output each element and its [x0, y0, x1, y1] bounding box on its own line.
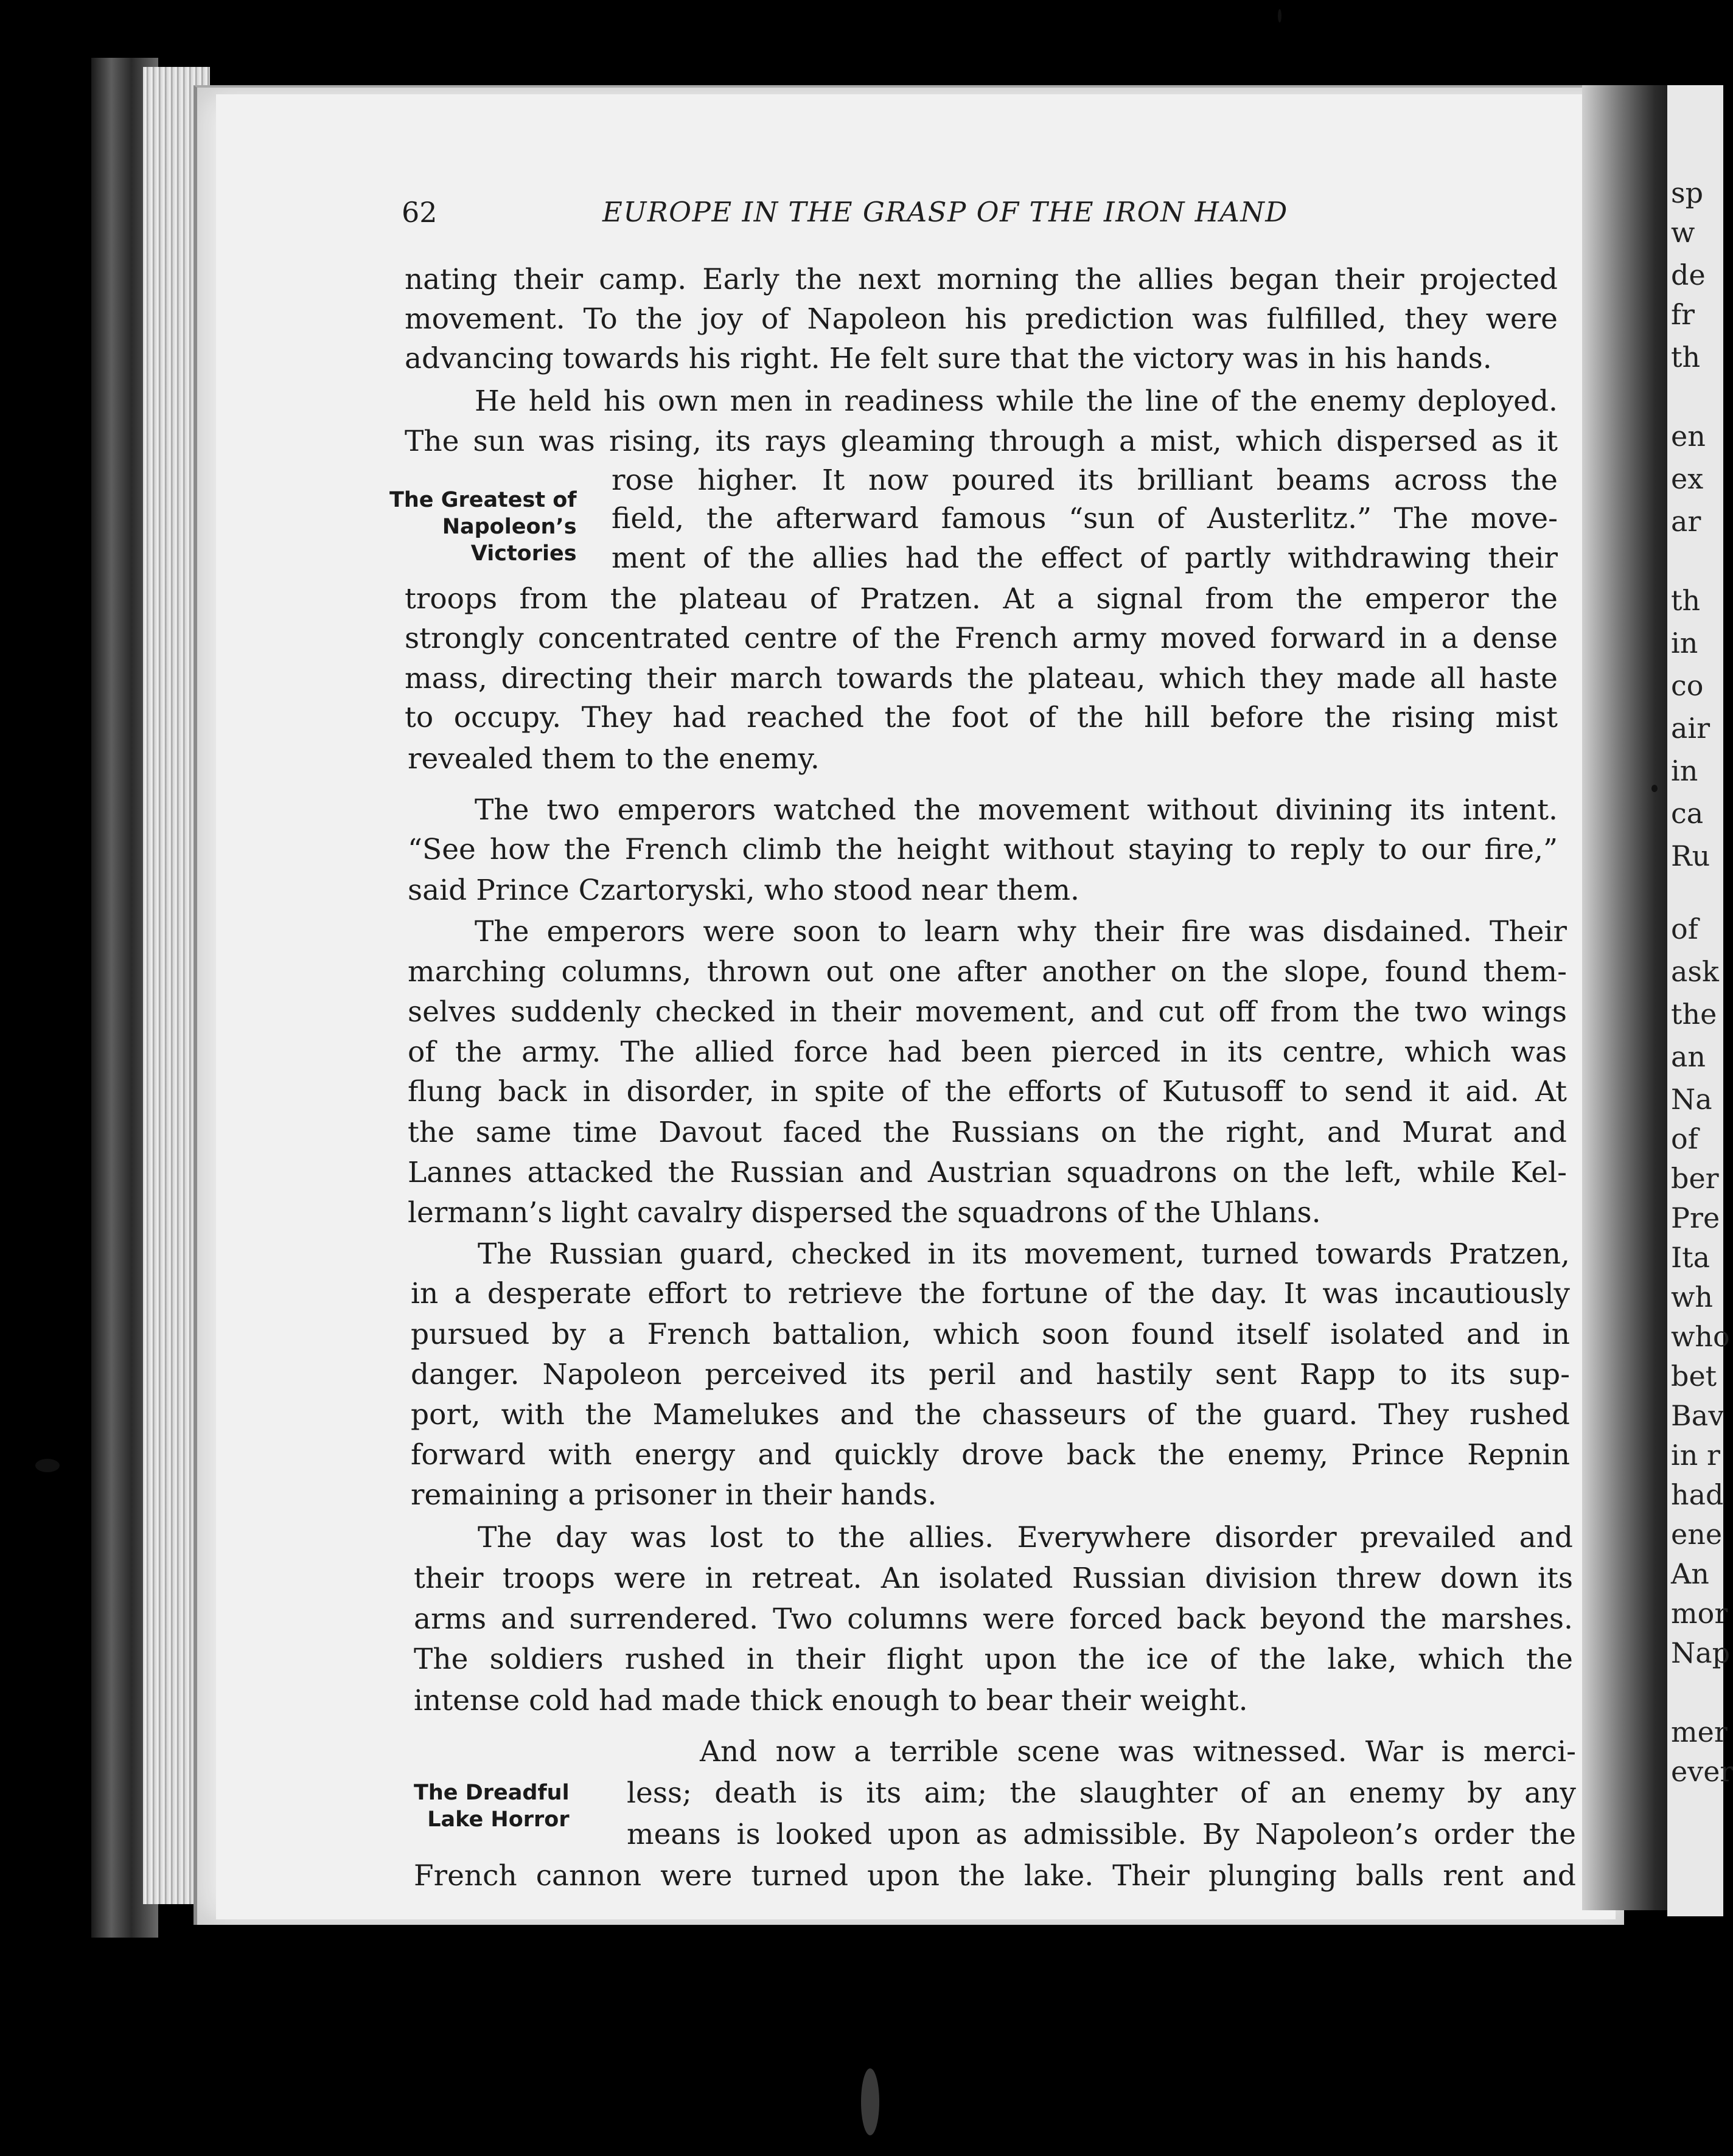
next-page-text-fragment: de	[1671, 259, 1706, 291]
scan-speck	[35, 1459, 60, 1472]
margin-note-line: The Dreadful	[414, 1781, 570, 1805]
text-line: The emperors were soon to learn why their fire was disdained. Their	[475, 915, 1567, 948]
text-line: less; death is its aim; the slaughter of an enemy by any	[627, 1776, 1576, 1810]
next-page-text-fragment: ar	[1671, 505, 1701, 538]
next-page-text-fragment: who	[1671, 1320, 1730, 1353]
margin-note-line: Napoleon’s	[442, 515, 577, 539]
text-line: The Russian guard, checked in its movement, turned towards Pratzen,	[478, 1237, 1570, 1271]
text-line: intense cold had made thick enough to bear their weight.	[414, 1684, 1248, 1717]
text-line: “See how the French climb the height without staying to reply to our fire,”	[408, 833, 1558, 866]
next-page-text-fragment: ever	[1671, 1755, 1733, 1788]
scan-speck	[1278, 9, 1281, 23]
text-line: the same time Davout faced the Russians on the right, and Murat and	[408, 1116, 1567, 1149]
next-page-text-fragment: of	[1671, 1122, 1698, 1155]
text-line: mass, directing their march towards the plateau, which they made all haste	[405, 662, 1558, 695]
text-line: danger. Napoleon perceived its peril and hastily sent Rapp to its sup-	[411, 1358, 1570, 1391]
text-line: means is looked upon as admissible. By Napoleon’s order the	[627, 1818, 1576, 1851]
next-page-text-fragment: an	[1671, 1040, 1706, 1073]
text-line: The soldiers rushed in their flight upon the ice of the lake, which the	[414, 1643, 1573, 1676]
text-line: flung back in disorder, in spite of the efforts of Kutusoff to send it aid. At	[408, 1075, 1567, 1108]
text-line: strongly concentrated centre of the French army moved forward in a dense	[405, 622, 1558, 655]
text-line: The sun was rising, its rays gleaming through a mist, which dispersed as it	[405, 425, 1558, 458]
next-page-text-fragment: Pre	[1671, 1201, 1720, 1234]
margin-note-line: Victories	[470, 541, 577, 566]
next-page-text-fragment: had	[1671, 1478, 1724, 1511]
running-head: EUROPE IN THE GRASP OF THE IRON HAND	[602, 196, 1288, 228]
next-page-text-fragment: sp	[1671, 176, 1704, 209]
text-line: troops from the plateau of Pratzen. At a signal from the emperor the	[405, 582, 1558, 616]
text-line: said Prince Czartoryski, who stood near them.	[408, 874, 1079, 907]
next-page-text-fragment: of	[1671, 913, 1698, 945]
next-page-text-fragment: mer	[1671, 1716, 1728, 1748]
margin-note-greatest-victories	[389, 487, 577, 567]
text-line: revealed them to the enemy.	[408, 742, 820, 776]
next-page-text-fragment: w	[1671, 216, 1695, 249]
text-line: selves suddenly checked in their movement, and cut off from the two wings	[408, 995, 1567, 1029]
text-line: their troops were in retreat. An isolated Russian division threw down its	[414, 1562, 1573, 1595]
text-line: advancing towards his right. He felt sure that the victory was in his hands.	[405, 342, 1492, 375]
text-line: Lannes attacked the Russian and Austrian squadrons on the left, while Kel-	[408, 1156, 1567, 1189]
margin-note-lake-horror	[414, 1779, 570, 1833]
next-page-text-fragment: in r	[1671, 1439, 1720, 1472]
text-line: nating their camp. Early the next morning the allies began their projected	[405, 263, 1558, 296]
text-line: of the army. The allied force had been pierced in its centre, which was	[408, 1035, 1567, 1069]
next-page-text-fragment: Bav	[1671, 1399, 1724, 1432]
margin-note-line: Lake Horror	[427, 1807, 570, 1832]
text-line: pursued by a French battalion, which soon found itself isolated and in	[411, 1318, 1570, 1351]
text-line: ment of the allies had the effect of partly withdrawing their	[612, 541, 1558, 575]
next-page-text-fragment: mor	[1671, 1597, 1728, 1630]
next-page-text-fragment: Ru	[1671, 840, 1710, 872]
next-page-text-fragment: in	[1671, 627, 1698, 659]
next-page-text-fragment: the	[1671, 998, 1717, 1031]
text-line: French cannon were turned upon the lake. Their plunging balls rent and	[414, 1859, 1576, 1893]
text-line: And now a terrible scene was witnessed. War is merci-	[700, 1735, 1576, 1768]
next-page-text-fragment: wh	[1671, 1281, 1713, 1313]
next-page-text-fragment: in	[1671, 754, 1698, 787]
text-line: He held his own men in readiness while the line of the enemy deployed.	[475, 384, 1558, 418]
text-line: rose higher. It now poured its brilliant beams across the	[612, 464, 1558, 497]
next-page-text-fragment: co	[1671, 669, 1704, 702]
scan-speck	[861, 2068, 879, 2135]
next-page-text-fragment: th	[1671, 341, 1701, 374]
text-line: arms and surrendered. Two columns were forced back beyond the marshes.	[414, 1602, 1573, 1636]
text-line: field, the afterward famous “sun of Austerlitz.” The move-	[612, 502, 1558, 535]
text-line: The two emperors watched the movement without divining its intent.	[475, 793, 1558, 827]
next-page-text-fragment: Na	[1671, 1083, 1712, 1116]
text-line: The day was lost to the allies. Everywhere disorder prevailed and	[478, 1521, 1573, 1554]
next-page-text-fragment: ask	[1671, 955, 1719, 988]
text-line: port, with the Mamelukes and the chasseurs of the guard. They rushed	[411, 1398, 1570, 1431]
scan-speck	[1651, 785, 1658, 792]
page-number: 62	[402, 196, 438, 229]
text-line: movement. To the joy of Napoleon his prediction was fulfilled, they were	[405, 302, 1558, 336]
next-page-text-fragment: An	[1671, 1557, 1709, 1590]
next-page-text-fragment: en	[1671, 420, 1706, 453]
next-page-text-fragment: th	[1671, 584, 1701, 617]
text-line: to occupy. They had reached the foot of the hill before the rising mist	[405, 701, 1558, 734]
next-page-text-fragment: Ita	[1671, 1241, 1710, 1274]
next-page-text-fragment: Nap	[1671, 1636, 1731, 1669]
text-line: in a desperate effort to retrieve the fortune of the day. It was incautiously	[411, 1277, 1570, 1310]
text-line: marching columns, thrown out one after another on the slope, found them-	[408, 955, 1567, 989]
next-page-text-fragment: ca	[1671, 797, 1704, 830]
next-page-text-fragment: ex	[1671, 462, 1704, 495]
text-line: lermann’s light cavalry dispersed the squadrons of the Uhlans.	[408, 1196, 1321, 1229]
next-page-text-fragment: ber	[1671, 1162, 1719, 1195]
text-line: forward with energy and quickly drove back the enemy, Prince Repnin	[411, 1438, 1570, 1472]
text-line: remaining a prisoner in their hands.	[411, 1478, 937, 1512]
next-page-text-fragment: fr	[1671, 298, 1695, 331]
margin-note-line: The Greatest of	[389, 488, 577, 512]
next-page-text-fragment: ene	[1671, 1518, 1723, 1551]
next-page-text-fragment: air	[1671, 712, 1710, 745]
next-page-text-fragment: bet	[1671, 1360, 1717, 1393]
